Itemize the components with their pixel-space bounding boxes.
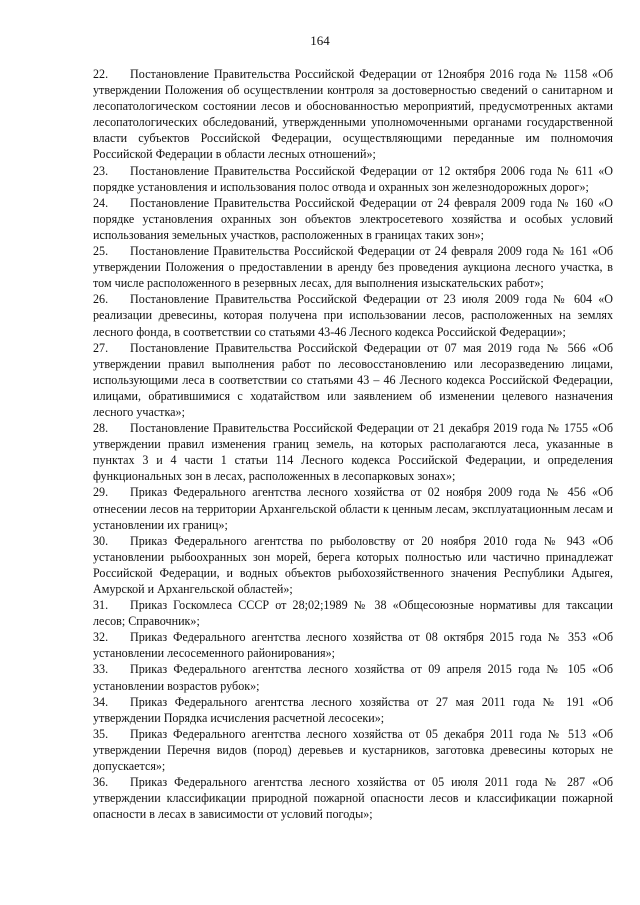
item-text: Приказ Федерального агентства лесного хозяйства от 05 июля 2011 года № 287 «Об утверждении классификации природной пожарной опасности лесов и классификации пожарной опасности в лесах в зависимости от условий погоды»; [93, 775, 613, 822]
list-item [93, 66, 613, 163]
item-number: 29. [93, 485, 109, 500]
document-body [93, 66, 613, 822]
item-number: 33. [93, 662, 109, 677]
item-text: Приказ Федерального агентства по рыболовству от 20 ноября 2010 года № 943 «Об установлении рыбоохранных зон морей, берега которых полностью или частично принадлежат Российской Федерации, и водных объектов рыбохозяйственного значения Республики Адыгея, Амурской и Архангельской областей»; [93, 533, 613, 596]
list-item [93, 243, 613, 291]
list-item [93, 291, 613, 339]
item-number: 30. [93, 533, 109, 548]
item-text: Приказ Федерального агентства лесного хозяйства от 08 октября 2015 года № 353 «Об установлении лесосеменного районирования»; [93, 630, 613, 661]
list-item [93, 694, 613, 726]
item-text: Приказ Федерального агентства лесного хозяйства от 05 декабря 2011 года № 513 «Об утверждении Перечня видов (пород) деревьев и кустарников, заготовка древесины которых не допускается»; [93, 726, 613, 774]
item-number: 26. [93, 292, 109, 307]
page-number: 164 [310, 33, 330, 48]
item-number: 27. [93, 340, 109, 355]
item-number: 22. [93, 67, 109, 81]
item-text: Приказ Госкомлеса СССР от 28;02;1989 № 38 «Общесоюзные нормативы для таксации лесов; Справочник»; [93, 598, 613, 629]
item-number: 34. [93, 694, 109, 709]
list-item [93, 195, 613, 243]
item-number: 35. [93, 726, 109, 741]
item-number: 24. [93, 195, 109, 210]
item-number: 32. [93, 630, 109, 645]
item-text: Постановление Правительства Российской Федерации от 23 июля 2009 года № 604 «О реализации древесины, которая получена при использовании лесов, расположенных на землях лесного фонда, в соответствии со статьями 43-46 Лесного кодекса Российской Федерации»; [93, 292, 613, 339]
list-item [93, 163, 613, 195]
item-text: Приказ Федерального агентства лесного хозяйства от 09 апреля 2015 года № 105 «Об установлении возрастов рубок»; [93, 662, 613, 693]
item-text: Постановление Правительства Российской Федерации от 24 февраля 2009 года № 160 «О порядке установления охранных зон объектов электросетевого хозяйства и особых условий использования земельных участков, расположенных в границах таких зон»; [93, 195, 613, 242]
list-item [93, 661, 613, 693]
list-item [93, 774, 613, 822]
item-number: 28. [93, 421, 109, 436]
item-text: Постановление Правительства Российской Федерации от 12ноября 2016 года № 1158 «Об утверждении Положения об осуществлении контроля за достоверностью сведений о санитарном и лесопатологическом состоянии лесов и обоснованностью мероприятий, предусмотренных актами лесопатологических обследований, утвержденными уполномоченными органами государственной власти субъектов Российской Федерации, осуществляющими переданные им полномочия Российской Федерации в области лесных отношений»; [93, 67, 613, 162]
item-text: Постановление Правительства Российской Федерации от 24 февраля 2009 года № 161 «Об утверждении Положения о предоставлении в аренду без проведения аукциона лесного участка, в том числе расположенного в резервных лесах, для выполнения изыскательских работ»; [93, 244, 613, 291]
list-item [93, 533, 613, 597]
item-number: 31. [93, 598, 109, 613]
item-text: Приказ Федерального агентства лесного хозяйства от 02 ноября 2009 года № 456 «Об отнесении лесов на территории Архангельской области к ценным лесам, эксплуатационным лесам и установлении их границ»; [93, 485, 613, 532]
item-text: Постановление Правительства Российской Федерации от 12 октября 2006 года № 611 «О порядке установления и использования полос отвода и охранных зон железнодорожных дорог»; [93, 163, 613, 194]
list-item [93, 726, 613, 774]
list-item [93, 420, 613, 484]
list-item [93, 629, 613, 661]
item-number: 25. [93, 244, 109, 259]
list-item [93, 484, 613, 532]
item-text: Постановление Правительства Российской Федерации от 07 мая 2019 года № 566 «Об утверждении правил выполнения работ по лесовосстановлению или лесоразведению лицами, использующими леса в соответствии со статьями 43 – 46 Лесного кодекса Российской Федерации, илицами, обратившимися с ходатайством или заявлением об изменении целевого назначения лесного участка»; [93, 340, 613, 419]
item-number: 23. [93, 163, 109, 178]
list-item [93, 597, 613, 629]
item-text: Постановление Правительства Российской Федерации от 21 декабря 2019 года № 1755 «Об утверждении правил изменения границ земель, на которых располагаются леса, указанные в пунктах 3 и 4 части 1 статьи 114 Лесного кодекса Российской Федерации, и определения функциональных зон в лесах, расположенных в лесопарковых зонах»; [93, 421, 613, 484]
item-text: Приказ Федерального агентства лесного хозяйства от 27 мая 2011 года № 191 «Об утверждении Порядка исчисления расчетной лесосеки»; [93, 694, 613, 725]
list-item [93, 340, 613, 420]
item-number: 36. [93, 775, 109, 790]
